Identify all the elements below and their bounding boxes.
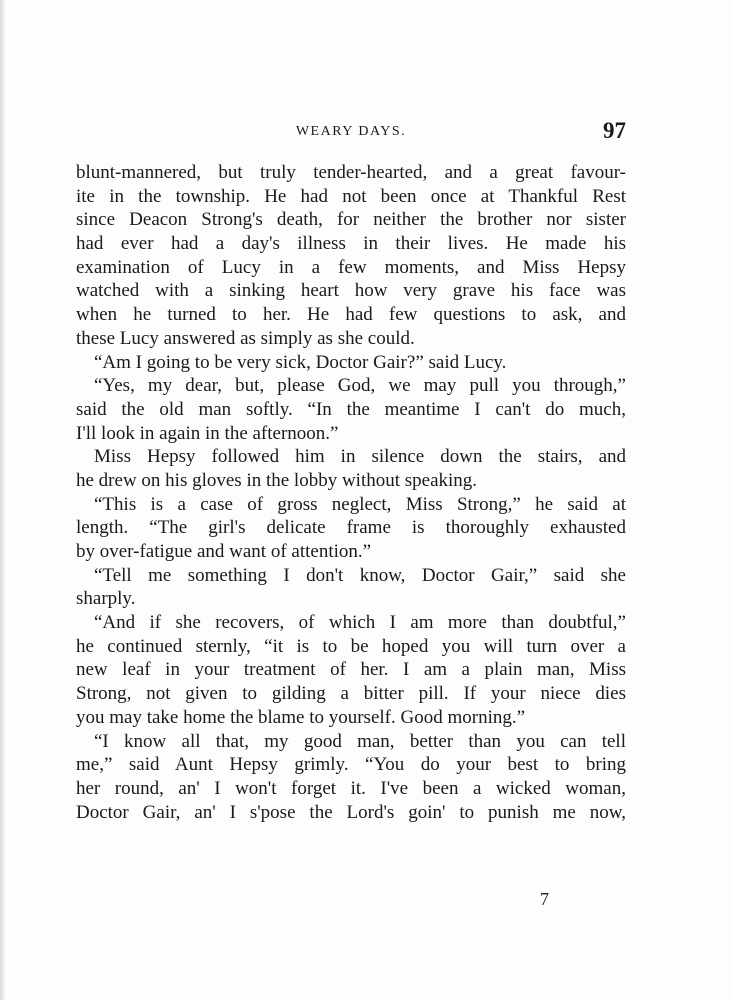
- text-line: when he turned to her. He had few questions to ask, and: [76, 304, 626, 326]
- text-line: “And if she recovers, of which I am more than doubtful,”: [94, 612, 626, 634]
- text-line: had ever had a day's illness in their lives. He made his: [76, 233, 626, 255]
- text-line: “Tell me something I don't know, Doctor Gair,” said she: [94, 564, 626, 586]
- text-line: “Yes, my dear, but, please God, we may pull you through,”: [94, 375, 626, 397]
- text-line: blunt-mannered, but truly tender-hearted, and a great favour-: [76, 162, 626, 183]
- text-line: these Lucy answered as simply as she could.: [76, 327, 415, 349]
- text-line: you may take home the blame to yourself. Good morning.”: [76, 706, 526, 728]
- text-line: me,” said Aunt Hepsy grimly. “You do your best to bring: [76, 754, 626, 776]
- text-line: ite in the township. He had not been once at Thankful Rest: [76, 185, 626, 207]
- signature-mark: 7: [540, 889, 549, 909]
- text-line: “This is a case of gross neglect, Miss Strong,” he said at: [94, 493, 626, 515]
- text-line: new leaf in your treatment of her. I am a plain man, Miss: [76, 659, 626, 681]
- page-number: 97: [603, 118, 626, 143]
- text-line: said the old man softly. “In the meantime I can't do much,: [76, 398, 626, 420]
- text-line: her round, an' I won't forget it. I've been a wicked woman,: [76, 777, 626, 799]
- text-line: Miss Hepsy followed him in silence down the stairs, and: [94, 446, 626, 468]
- text-line: length. “The girl's delicate frame is thoroughly exhausted: [76, 517, 626, 539]
- text-line: Doctor Gair, an' I s'pose the Lord's goin' to punish me now,: [76, 801, 626, 823]
- text-line: “I know all that, my good man, better than you can tell: [94, 730, 626, 752]
- running-head: [76, 118, 626, 148]
- text-line: I'll look in again in the afternoon.”: [76, 422, 339, 444]
- text-line: watched with a sinking heart how very grave his face was: [76, 280, 626, 302]
- text-line: examination of Lucy in a few moments, and Miss Hepsy: [76, 256, 626, 278]
- text-line: “Am I going to be very sick, Doctor Gair?” said Lucy.: [94, 351, 507, 373]
- text-line: since Deacon Strong's death, for neither the brother nor sister: [76, 209, 626, 231]
- page-edge-shadow: [0, 0, 6, 1000]
- text-line: he drew on his gloves in the lobby without speaking.: [76, 469, 478, 491]
- text-line: by over-fatigue and want of attention.”: [76, 541, 372, 562]
- running-title: WEARY DAYS.: [295, 124, 407, 139]
- text-line: he continued sternly, “it is to be hoped you will turn over a: [76, 635, 626, 657]
- body-text: [76, 161, 626, 824]
- text-line: Strong, not given to gilding a bitter pill. If your niece dies: [76, 683, 626, 705]
- text-line: sharply.: [76, 588, 136, 610]
